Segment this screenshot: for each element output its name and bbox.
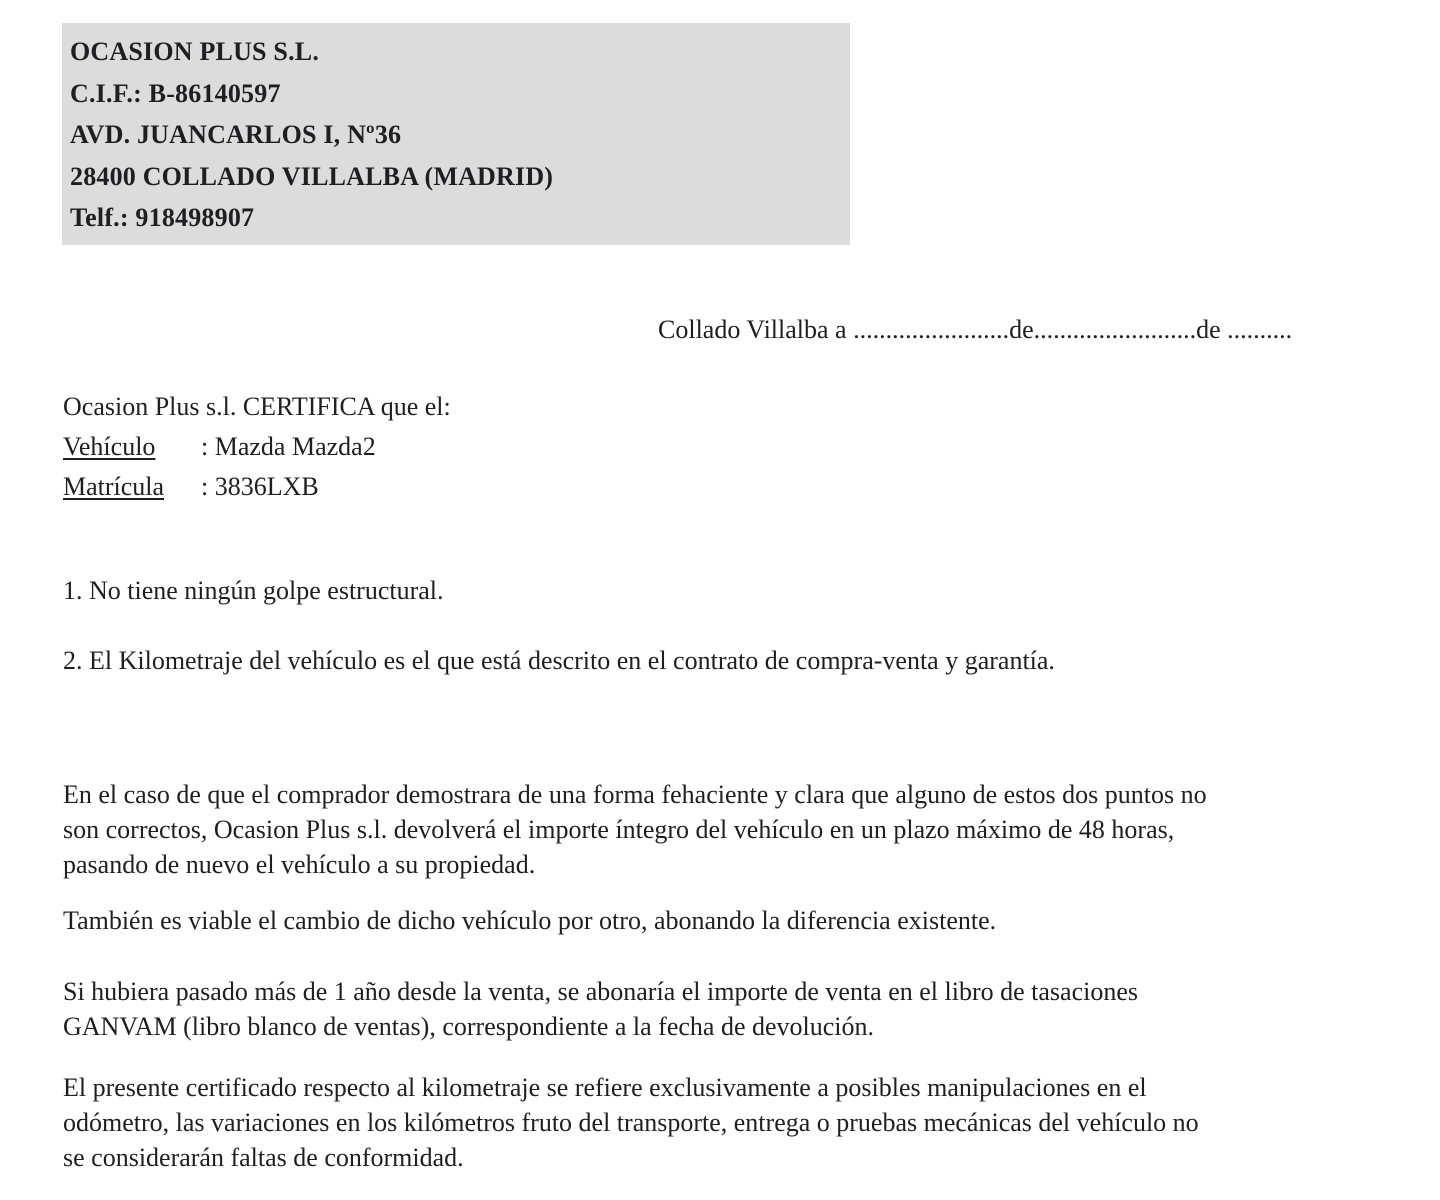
plate-value: : 3836LXB [201,472,319,501]
point-2: 2. El Kilometraje del vehículo es el que está descrito en el contrato de compra-venta y garantía. [63,646,1055,675]
paragraph-odometer-line-1: El presente certificado respecto al kilometraje se refiere exclusivamente a posibles manipulaciones en el [63,1073,1147,1102]
certification-block [63,387,451,507]
paragraph-odometer-disclaimer [63,1070,1435,1175]
paragraph-ganvam-line-1: Si hubiera pasado más de 1 año desde la venta, se abonaría el importe de venta en el libro de tasaciones [63,977,1139,1006]
paragraph-ganvam [63,974,1435,1044]
paragraph-refund-guarantee [63,777,1435,882]
vehicle-value: : Mazda Mazda2 [201,432,376,461]
vehicle-label-cell [63,427,201,467]
paragraph-refund-line-1: En el caso de que el comprador demostrara de una forma fehaciente y clara que alguno de estos dos puntos no [63,780,1207,809]
plate-row [63,467,451,507]
paragraph-refund-line-3: pasando de nuevo el vehículo a su propiedad. [63,850,536,879]
paragraph-odometer-line-3: se considerarán faltas de conformidad. [63,1143,464,1172]
paragraph-refund-line-2: son correctos, Ocasion Plus s.l. devolverá el importe íntegro del vehículo en un plazo máximo de 48 horas, [63,815,1175,844]
plate-label: Matrícula [63,472,165,501]
company-name: OCASION PLUS S.L. [70,37,320,66]
body-paragraphs [63,777,1435,1175]
company-cif: C.I.F.: B-86140597 [70,78,281,108]
paragraph-exchange [63,903,1435,938]
company-header-box [62,23,850,245]
date-line: Collado Villalba a ........................de.........................de .......... [658,315,1293,344]
company-phone: Telf.: 918498907 [70,203,255,232]
vehicle-row [63,427,451,467]
paragraph-ganvam-line-2: GANVAM (libro blanco de ventas), correspondiente a la fecha de devolución. [63,1012,875,1041]
paragraph-odometer-line-2: odómetro, las variaciones en los kilómetros fruto del transporte, entrega o pruebas mecánicas del vehículo no [63,1108,1199,1137]
company-city: 28400 COLLADO VILLALBA (MADRID) [70,161,554,191]
certification-intro: Ocasion Plus s.l. CERTIFICA que el: [63,392,451,421]
plate-label-cell [63,467,201,507]
paragraph-exchange-line-1: También es viable el cambio de dicho vehículo por otro, abonando la diferencia existente. [63,906,997,935]
point-1: 1. No tiene ningún golpe estructural. [63,576,444,605]
points-list [63,573,1055,678]
vehicle-label: Vehículo [63,432,156,461]
company-address: AVD. JUANCARLOS I, Nº36 [70,120,402,149]
